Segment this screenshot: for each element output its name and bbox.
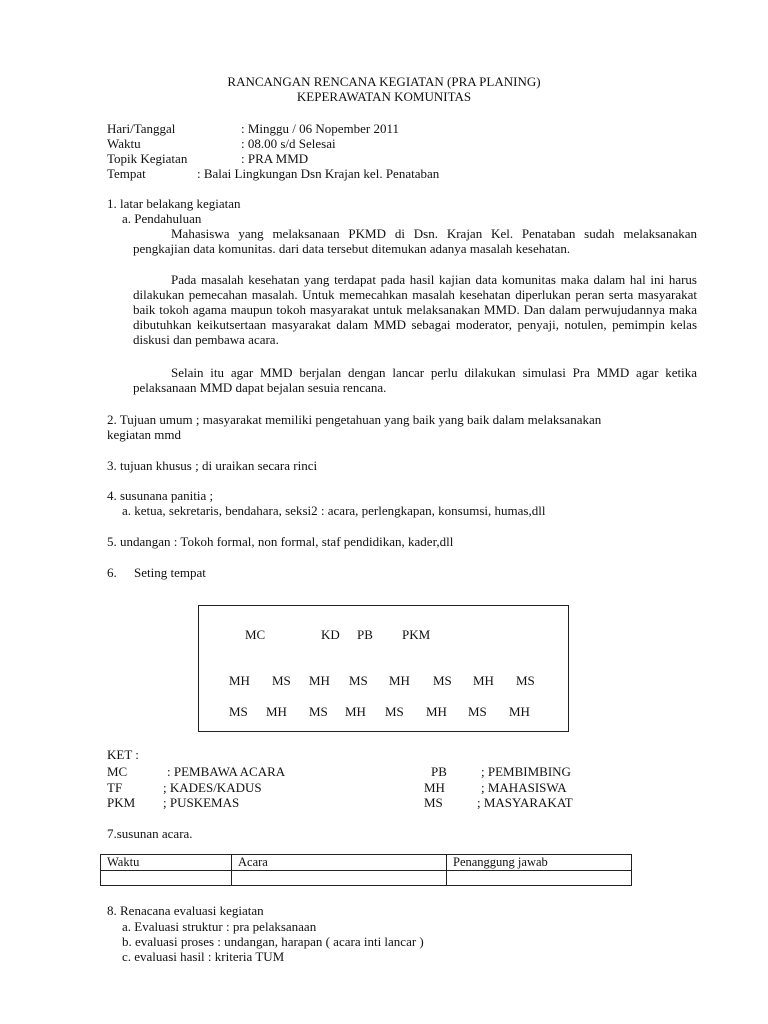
section-8-item-a: a. Evaluasi struktur : pra pelaksanaan: [122, 919, 317, 934]
section-1-paragraph-1: Mahasiswa yang melaksanaan PKMD di Dsn. Krajan Kel. Penataban sudah melaksanakan pengkajian data komunitas. dari data tersebut ditemukan adanya masalah kesehatan.: [133, 226, 697, 256]
seat-row1-2: MS: [272, 673, 291, 688]
section-5: 5. undangan : Tokoh formal, non formal, staf pendidikan, kader,dll: [107, 534, 454, 549]
seat-row2-4: MH: [345, 704, 366, 719]
ket-key: MS: [424, 795, 443, 810]
seat-row2-3: MS: [309, 704, 328, 719]
seat-pb: PB: [357, 627, 373, 642]
table-cell: [101, 871, 232, 886]
seat-row1-6: MS: [433, 673, 452, 688]
seating-layout-diagram: [198, 605, 569, 732]
info-value-waktu: : 08.00 s/d Selesai: [241, 136, 336, 151]
info-label-waktu: Waktu: [107, 136, 141, 151]
seat-row1-7: MH: [473, 673, 494, 688]
section-6-label: Seting tempat: [134, 565, 206, 580]
section-2-line-1: 2. Tujuan umum ; masyarakat memiliki pengetahuan yang baik yang baik dalam melaksanakan: [107, 412, 602, 427]
info-value-tempat: : Balai Lingkungan Dsn Krajan kel. Penataban: [197, 166, 440, 181]
section-2-line-2: kegiatan mmd: [107, 427, 182, 442]
section-8-heading: 8. Renacana evaluasi kegiatan: [107, 903, 264, 918]
seat-row2-2: MH: [266, 704, 287, 719]
ket-value: ; MAHASISWA: [481, 780, 567, 795]
table-cell: [447, 871, 632, 886]
ket-value: ; KADES/KADUS: [163, 780, 262, 795]
acara-table: [100, 854, 632, 886]
section-8-item-c: c. evaluasi hasil : kriteria TUM: [122, 949, 285, 964]
info-label-topik: Topik Kegiatan: [107, 151, 188, 166]
section-1-paragraph-3: Selain itu agar MMD berjalan dengan lancar perlu dilakukan simulasi Pra MMD agar ketika pelaksanaan MMD dapat bejalan sesuia rencana.: [133, 365, 697, 395]
info-label-hari: Hari/Tanggal: [107, 121, 176, 136]
ket-key: PKM: [107, 795, 136, 810]
seat-row1-3: MH: [309, 673, 330, 688]
seat-row2-5: MS: [385, 704, 404, 719]
table-header-penanggung-jawab: Penanggung jawab: [447, 855, 632, 871]
ket-key: PB: [431, 764, 447, 779]
document-title: RANCANGAN RENCANA KEGIATAN (PRA PLANING): [227, 74, 541, 89]
section-4-heading: 4. susunana panitia ;: [107, 488, 214, 503]
ket-key: TF: [107, 780, 123, 795]
ket-value: : PEMBAWA ACARA: [167, 764, 286, 779]
table-row: [101, 871, 632, 886]
seat-row2-7: MS: [468, 704, 487, 719]
section-6-number: 6.: [107, 565, 117, 580]
section-1-subheading: a. Pendahuluan: [122, 211, 202, 226]
section-8-item-b: b. evaluasi proses : undangan, harapan ( acara inti lancar ): [122, 934, 424, 949]
seat-pkm: PKM: [402, 627, 431, 642]
ket-value: ; PEMBIMBING: [481, 764, 571, 779]
info-value-hari: : Minggu / 06 Nopember 2011: [241, 121, 400, 136]
seat-kd: KD: [321, 627, 340, 642]
table-cell: [232, 871, 447, 886]
seat-row1-1: MH: [229, 673, 250, 688]
ket-key: MC: [107, 764, 128, 779]
seat-row2-1: MS: [229, 704, 248, 719]
seat-row2-8: MH: [509, 704, 530, 719]
seat-row1-8: MS: [516, 673, 535, 688]
ket-value: ; MASYARAKAT: [477, 795, 573, 810]
ket-value: ; PUSKEMAS: [163, 795, 240, 810]
info-value-topik: : PRA MMD: [241, 151, 309, 166]
section-1-paragraph-2: Pada masalah kesehatan yang terdapat pada hasil kajian data komunitas maka dalam hal ini harus dilakukan pemecahan masalah. Untuk memecahkan masalah kesehatan diperlukan peran serta masyarakat baik tokoh agama maupun tokoh masyarakat untuk melaksanakan MMD. Dan dalam perwujudannya maka dibutuhkan keikutsertaan masyarakat dalam MMD sebagai moderator, penyaji, notulen, pemimpin kelas diskusi dan pembawa acara.: [133, 272, 697, 347]
table-header-waktu: Waktu: [101, 855, 232, 871]
seat-row1-5: MH: [389, 673, 410, 688]
ket-heading: KET :: [107, 747, 139, 762]
table-header-row: [101, 855, 632, 871]
seat-mc: MC: [245, 627, 266, 642]
ket-key: MH: [424, 780, 445, 795]
section-3: 3. tujuan khusus ; di uraikan secara rinci: [107, 458, 318, 473]
section-7-heading: 7.susunan acara.: [107, 826, 193, 841]
seat-row2-6: MH: [426, 704, 447, 719]
section-1-heading: 1. latar belakang kegiatan: [107, 196, 241, 211]
section-4-item: a. ketua, sekretaris, bendahara, seksi2 : acara, perlengkapan, konsumsi, humas,dll: [122, 503, 546, 518]
document-subtitle: KEPERAWATAN KOMUNITAS: [296, 89, 472, 104]
table-header-acara: Acara: [232, 855, 447, 871]
info-label-tempat: Tempat: [107, 166, 146, 181]
seat-row1-4: MS: [349, 673, 368, 688]
